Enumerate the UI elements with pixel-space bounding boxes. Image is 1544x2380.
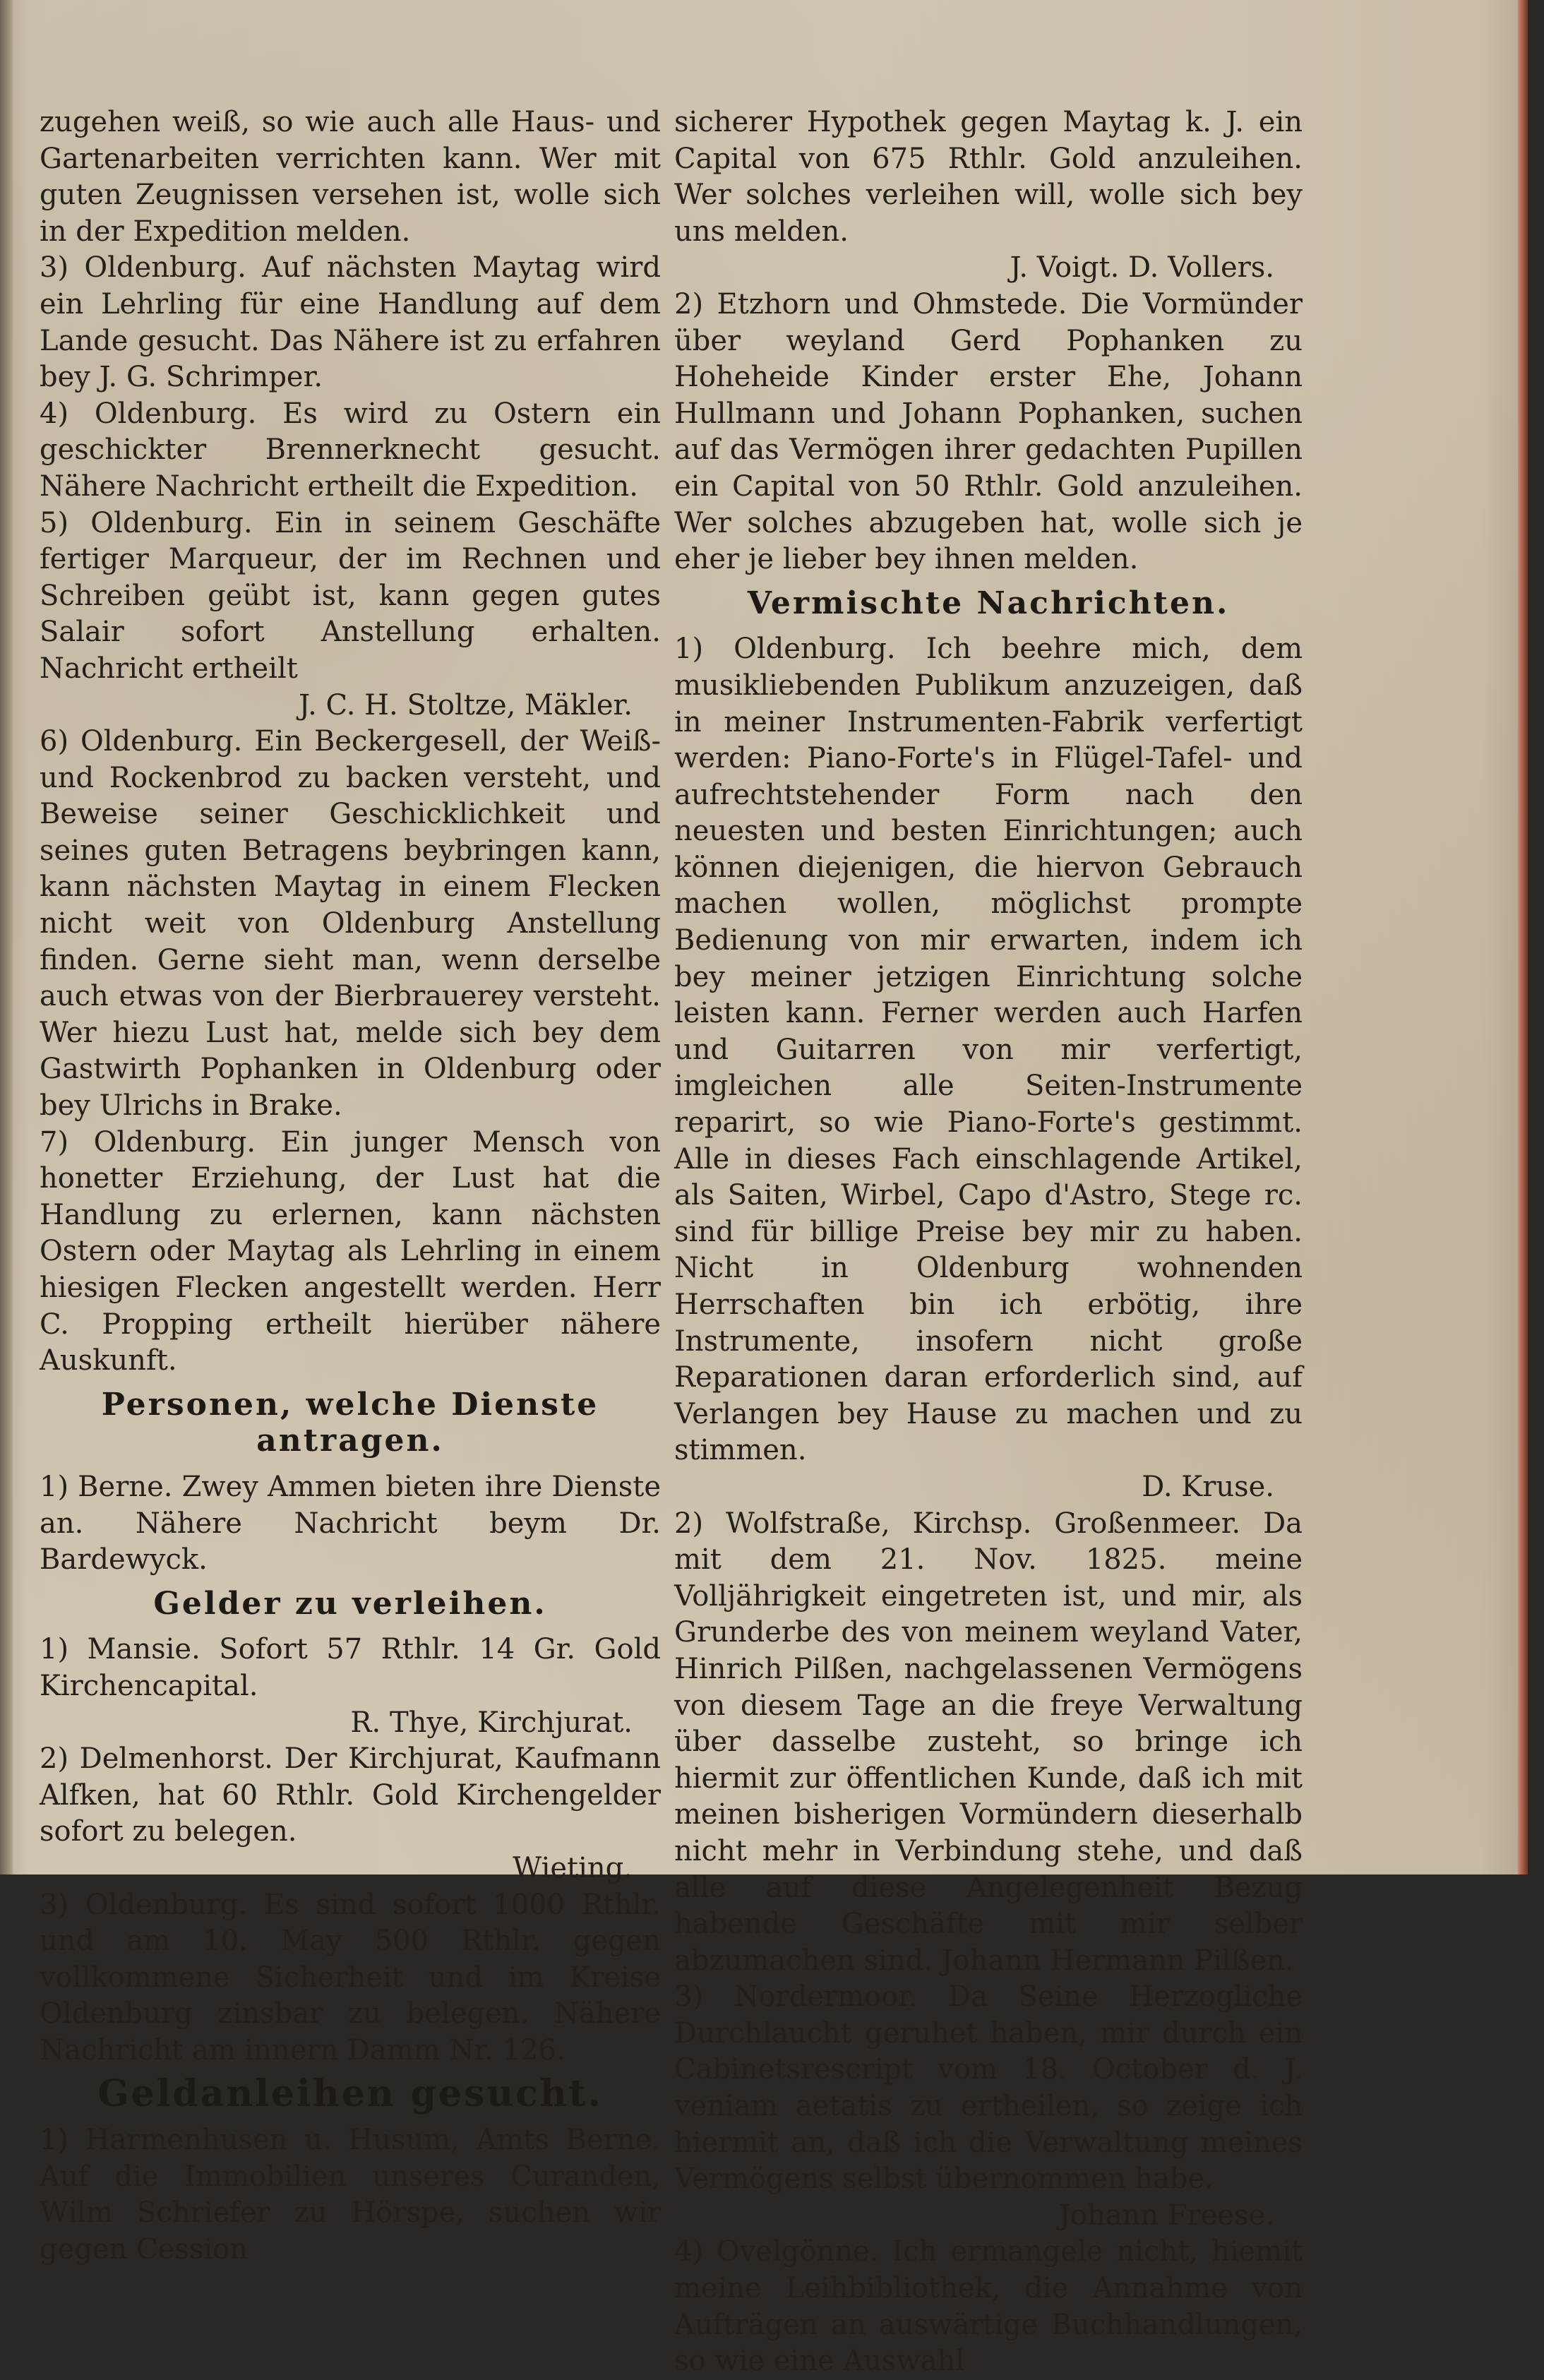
right-column (674, 104, 1303, 2380)
section-heading: Geldanleihen gesucht. (97, 2072, 603, 2116)
left-column (40, 104, 661, 2268)
notice-paragraph: 4) Oldenburg. Es wird zu Ostern ein geschickter Brennerknecht gesucht. Nähere Nachricht ertheilt die Expedition. (40, 397, 661, 503)
notice-paragraph: 2) Delmenhorst. Der Kirchjurat, Kaufmann Alfken, hat 60 Rthlr. Gold Kirchengelder sofort zu belegen. (40, 1742, 661, 1848)
notice-paragraph: 1) Berne. Zwey Ammen bieten ihre Dienste an. Nähere Nachricht beym Dr. Bardewyck. (40, 1470, 661, 1577)
notice-paragraph: 1) Harmenhusen u. Husum, Amts Berne. Auf die Immobilien unseres Curanden, Wilm Schriefer zu Hörspe, suchen wir gegen Cession (40, 2124, 661, 2266)
notice-signature: J. C. H. Stoltze, Mäkler. (299, 688, 633, 722)
section-heading: Personen, welche Dienste antragen. (101, 1386, 599, 1459)
notice-signature: Wieting. (513, 1851, 633, 1884)
notice-paragraph: 2) Wolfstraße, Kirchsp. Großenmeer. Da mit dem 21. Nov. 1825. meine Volljährigkeit eingetreten ist, und mir, als Grunderbe des von meinem weyland Vater, Hinrich Pilßen, nachgelassenen Vermögens von diesem Tage an die freye Verwaltung über dasselbe zusteht, so bringe ich hiermit zur öffentlichen Kunde, daß ich mit meinen bisherigen Vormündern dieserhalb nicht mehr in Verbindung stehe, und daß alle auf diese Angelegenheit Bezug habende Geschäfte mit mir selber abzumachen sind. Johann Hermann Pilßen. (674, 1507, 1303, 1977)
notice-signature: J. Voigt. D. Vollers. (1010, 251, 1274, 285)
notice-paragraph: zugehen weiß, so wie auch alle Haus- und Gartenarbeiten verrichten kann. Wer mit guten Zeugnissen versehen ist, wolle sich in der Expedition melden. (40, 106, 661, 248)
notice-paragraph: 7) Oldenburg. Ein junger Mensch von honetter Erziehung, der Lust hat die Handlung zu erlernen, kann nächsten Ostern oder Maytag als Lehrling in einem hiesigen Flecken angestellt werden. Herr C. Propping ertheilt hierüber nähere Auskunft. (40, 1125, 661, 1377)
notice-paragraph: 1) Oldenburg. Ich beehre mich, dem musikliebenden Publikum anzuzeigen, daß in meiner Instrumenten-Fabrik verfertigt werden: Piano-Forte's in Flügel-Tafel- und aufrechtstehender Form nach den neuesten und besten Einrichtungen; auch können diejenigen, die hiervon Gebrauch machen wollen, möglichst prompte Bedienung von mir erwarten, indem ich bey meiner jetzigen Einrichtung solche leisten kann. Ferner werden auch Harfen und Guitarren von mir verfertigt, imgleichen alle Seiten-Instrumente reparirt, so wie Piano-Forte's gestimmt. Alle in dieses Fach einschlagende Artikel, als Saiten, Wirbel, Capo d'Astro, Stege rc. sind für billige Preise bey mir zu haben. Nicht in Oldenburg wohnenden Herrschaften bin ich erbötig, ihre Instrumente, insofern nicht große Reparationen daran erforderlich sind, auf Verlangen bey Hause zu machen und zu stimmen. (674, 633, 1303, 1467)
notice-paragraph: 3) Oldenburg. Es sind sofort 1000 Rthlr. und am 10. May 500 Rthlr. gegen vollkommene Sicherheit und im Kreise Oldenburg zinsbar zu belegen. Nähere Nachricht am innern Damm Nr. 126. (40, 1888, 661, 2067)
notice-paragraph: 2) Etzhorn und Ohmstede. Die Vormünder über weyland Gerd Pophanken zu Hoheheide Kinder erster Ehe, Johann Hullmann und Johann Pophanken, suchen auf das Vermögen ihrer gedachten Pupillen ein Capital von 50 Rthlr. Gold anzuleihen. Wer solches abzugeben hat, wolle sich je eher je lieber bey ihnen melden. (674, 287, 1303, 576)
notice-paragraph: 1) Mansie. Sofort 57 Rthlr. 14 Gr. Gold Kirchencapital. (40, 1633, 661, 1702)
binding-shadow (0, 0, 13, 1874)
notice-paragraph: 4) Ovelgönne. Ich ermangele nicht, hiemit meine Leihbibliothek, die Annahme von Aufträgen an auswärtige Buchhandlungen, so wie eine Auswahl (674, 2235, 1303, 2378)
notice-paragraph: sicherer Hypothek gegen Maytag k. J. ein Capital von 675 Rthlr. Gold anzuleihen. Wer solches verleihen will, wolle sich bey uns melden. (674, 106, 1303, 248)
notice-paragraph: 3) Nordermoor. Da Seine Herzogliche Durchlaucht geruhet haben, mir durch ein Cabinetsrescript vom 18. October d. J. veniam aetatis zu ertheilen, so zeige ich hiermit an, daß ich die Verwaltung meines Vermögens selbst übernommen habe. (674, 1980, 1303, 2196)
section-heading: Vermischte Nachrichten. (747, 585, 1230, 621)
notice-paragraph: 6) Oldenburg. Ein Beckergesell, der Weiß- und Rockenbrod zu backen versteht, und Beweise seiner Geschicklichkeit und seines guten Betragens beybringen kann, kann nächsten Maytag in einem Flecken nicht weit von Oldenburg Anstellung finden. Gerne sieht man, wenn derselbe auch etwas von der Bierbrauerey versteht. Wer hiezu Lust hat, melde sich bey dem Gastwirth Pophanken in Oldenburg oder bey Ulrichs in Brake. (40, 725, 661, 1123)
notice-paragraph: 5) Oldenburg. Ein in seinem Geschäfte fertiger Marqueur, der im Rechnen und Schreiben geübt ist, kann gegen gutes Salair sofort Anstellung erhalten. Nachricht ertheilt (40, 506, 661, 685)
notice-signature: R. Thye, Kirchjurat. (350, 1706, 633, 1739)
notice-signature: Johann Freese. (1058, 2199, 1274, 2232)
page-edge (1518, 0, 1528, 1874)
notice-paragraph: 3) Oldenburg. Auf nächsten Maytag wird ein Lehrling für eine Handlung auf dem Lande gesucht. Das Nähere ist zu erfahren bey J. G. Schrimper. (40, 251, 661, 394)
section-heading: Gelder zu verleihen. (153, 1585, 547, 1622)
notice-signature: D. Kruse. (1142, 1470, 1274, 1503)
